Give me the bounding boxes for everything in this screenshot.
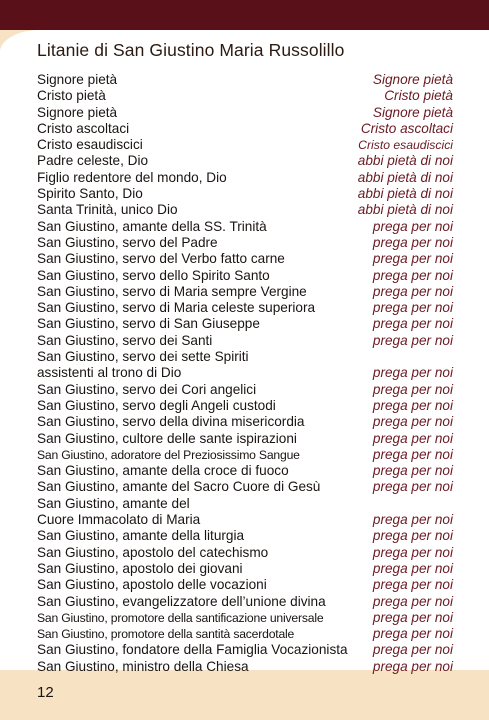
litany-row: [37, 251, 453, 267]
invocation: San Giustino, amante del: [37, 495, 190, 511]
invocation: Signore pietà: [37, 72, 118, 87]
invocation: Cuore Immacolato di Maria: [37, 512, 201, 528]
response: prega per noi: [372, 479, 453, 495]
invocation: Signore pietà: [37, 104, 118, 120]
invocation: Cristo pietà: [37, 88, 106, 104]
page-title: Litanie di San Giustino Maria Russolillo: [37, 40, 345, 60]
response: prega per noi: [372, 251, 453, 267]
invocation: Cristo ascoltaci: [37, 120, 130, 136]
litany-row: [37, 642, 453, 658]
top-band: [0, 0, 489, 30]
invocation: San Giustino, servo dei Cori angelici: [37, 381, 257, 397]
invocation: San Giustino, amante del Sacro Cuore di Gesù: [37, 479, 321, 495]
invocation: San Giustino, servo di Maria sempre Vergine: [37, 283, 307, 299]
invocation: San Giustino, servo di San Giuseppe: [37, 316, 260, 332]
invocation: San Giustino, ministro della Chiesa: [37, 658, 249, 674]
invocation: Cristo esaudiscici: [37, 137, 143, 153]
litany-row: [37, 137, 453, 153]
invocation: Figlio redentore del mondo, Dio: [37, 169, 227, 185]
response: prega per noi: [372, 267, 453, 283]
litany-row: [37, 398, 453, 414]
response: prega per noi: [372, 234, 453, 250]
response: abbi pietà di noi: [357, 169, 453, 185]
litany-row: [37, 496, 453, 512]
invocation: San Giustino, amante della croce di fuoco: [37, 463, 289, 479]
invocation: San Giustino, amante della liturgia: [37, 528, 245, 544]
response: Cristo esaudiscici: [358, 138, 453, 153]
response: prega per noi: [372, 658, 453, 674]
response: prega per noi: [372, 626, 453, 642]
invocation: Santa Trinità, unico Dio: [37, 202, 178, 218]
response: prega per noi: [372, 332, 453, 348]
invocation: San Giustino, servo dello Spirito Santo: [37, 267, 270, 283]
response: prega per noi: [372, 397, 453, 413]
response: prega per noi: [372, 218, 453, 234]
invocation: San Giustino, cultore delle sante ispirazioni: [37, 430, 297, 446]
litany-row: [37, 219, 453, 235]
litany-row: [37, 447, 453, 463]
response: prega per noi: [372, 414, 453, 430]
litany-row: [37, 316, 453, 332]
litany-row: [37, 268, 453, 284]
response: prega per noi: [372, 430, 453, 446]
response: prega per noi: [372, 381, 453, 397]
invocation: San Giustino, servo dei sette Spiriti: [37, 349, 249, 365]
litany-row: [37, 300, 453, 316]
response: prega per noi: [372, 560, 453, 576]
litany-row: [37, 235, 453, 251]
response: prega per noi: [372, 544, 453, 560]
litany-row: [37, 577, 453, 593]
response: prega per noi: [372, 446, 453, 462]
litany-row: [37, 105, 453, 121]
invocation: San Giustino, promotore della santificazione universale: [37, 610, 324, 625]
response: prega per noi: [372, 365, 453, 381]
litany-row: [37, 382, 453, 398]
litany-row: [37, 626, 453, 642]
response: prega per noi: [372, 300, 453, 316]
invocation: Padre celeste, Dio: [37, 153, 149, 169]
invocation: San Giustino, servo degli Angeli custodi: [37, 397, 276, 413]
response: prega per noi: [372, 463, 453, 479]
invocation: San Giustino, servo di Maria celeste superiora: [37, 300, 316, 316]
invocation: San Giustino, evangelizzatore dell’unione divina: [37, 593, 326, 609]
response: prega per noi: [372, 528, 453, 544]
litany-row: [37, 153, 453, 169]
litany-row: [37, 88, 453, 104]
litany-row: [37, 479, 453, 495]
litany-row: [37, 186, 453, 202]
response: prega per noi: [372, 577, 453, 593]
litany-row: [37, 72, 453, 88]
invocation: assistenti al trono di Dio: [37, 365, 182, 381]
response: Signore pietà: [372, 72, 453, 87]
invocation: San Giustino, promotore della santità sacerdotale: [37, 627, 295, 642]
page-number: 12: [37, 684, 54, 701]
litany-row: [37, 610, 453, 626]
invocation: San Giustino, servo della divina misericordia: [37, 414, 305, 430]
litany-row: [37, 659, 453, 675]
invocation: San Giustino, amante della SS. Trinità: [37, 218, 267, 234]
response: abbi pietà di noi: [357, 186, 453, 202]
litany-row: [37, 528, 453, 544]
litany-row: [37, 594, 453, 610]
litany-row: [37, 333, 453, 349]
response: abbi pietà di noi: [357, 202, 453, 218]
response: prega per noi: [372, 283, 453, 299]
invocation: San Giustino, adoratore del Preziosissimo Sangue: [37, 447, 300, 462]
litany-row: [37, 414, 453, 430]
invocation: San Giustino, servo del Verbo fatto carne: [37, 251, 285, 267]
litany-row: [37, 365, 453, 381]
response: prega per noi: [372, 609, 453, 625]
invocation: San Giustino, apostolo dei giovani: [37, 560, 243, 576]
litany-row: [37, 202, 453, 218]
litany-row: [37, 170, 453, 186]
invocation: San Giustino, servo dei Santi: [37, 332, 213, 348]
litany-row: [37, 121, 453, 137]
litany-row: [37, 561, 453, 577]
invocation: San Giustino, apostolo del catechismo: [37, 544, 269, 560]
litany-row: [37, 431, 453, 447]
response: Signore pietà: [372, 104, 453, 120]
litany-row: [37, 545, 453, 561]
response: prega per noi: [372, 593, 453, 609]
response: prega per noi: [372, 642, 453, 658]
invocation: Spirito Santo, Dio: [37, 186, 143, 202]
response: Cristo pietà: [384, 88, 453, 104]
litany-row: [37, 512, 453, 528]
response: prega per noi: [372, 512, 453, 528]
litany-row: [37, 349, 453, 365]
invocation: San Giustino, apostolo delle vocazioni: [37, 577, 267, 593]
invocation: San Giustino, fondatore della Famiglia Vocazionista: [37, 642, 348, 658]
invocation: San Giustino, servo del Padre: [37, 234, 218, 250]
litany-row: [37, 463, 453, 479]
response: Cristo ascoltaci: [360, 120, 453, 136]
response: prega per noi: [372, 316, 453, 332]
litany-row: [37, 284, 453, 300]
litany-list: [37, 72, 453, 675]
response: abbi pietà di noi: [357, 153, 453, 169]
